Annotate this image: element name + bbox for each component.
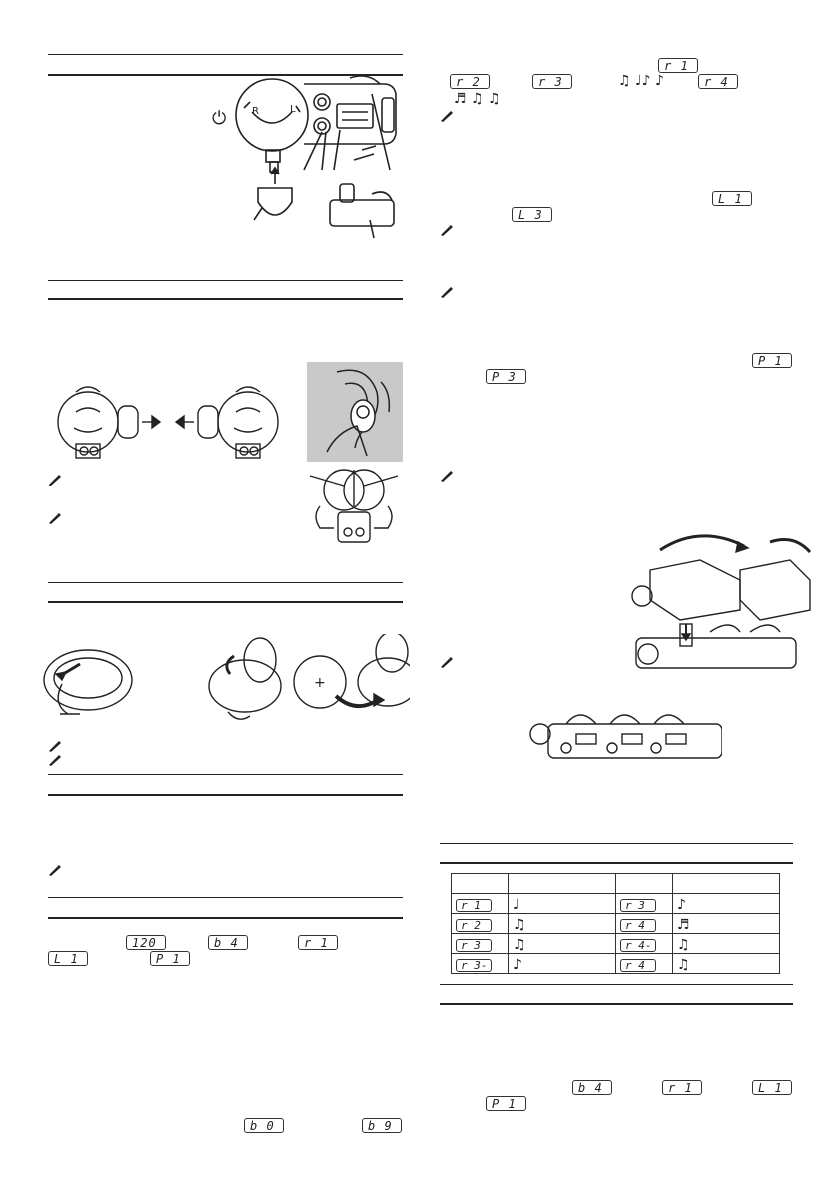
section-rule-5 xyxy=(48,897,403,898)
lcd-beat-0: b 0 xyxy=(244,1118,284,1133)
lcd-level-3-right: L 3 xyxy=(512,207,552,222)
rhythm-code: r 4_ xyxy=(620,959,656,972)
section-rule-top xyxy=(48,54,403,55)
rhythm-note-symbols: ♫ ♩♪ ♪ xyxy=(618,73,664,89)
lcd-level-1-bottom: L 1 xyxy=(752,1080,792,1095)
note-icon-1 xyxy=(48,474,62,486)
note-icon-10 xyxy=(440,656,454,668)
section-rule-4 xyxy=(48,774,403,775)
lcd-beat-9: b 9 xyxy=(362,1118,402,1133)
lcd-pitch-1-bottom: P 1 xyxy=(486,1096,526,1111)
battery-cover-figure xyxy=(40,634,410,730)
rhythm-code: r 1 xyxy=(456,899,492,912)
section-rule-2b xyxy=(48,298,403,300)
table-header-row xyxy=(452,874,780,894)
note-icon-2 xyxy=(48,512,62,524)
section-rule-7 xyxy=(440,984,793,985)
lcd-r2-top: r 2 xyxy=(450,74,490,89)
rhythm-symbol: ♬ xyxy=(677,917,690,933)
section-rule-7b xyxy=(440,1003,793,1005)
rhythm-symbol: ♩ xyxy=(513,897,520,913)
section-rule-2 xyxy=(48,280,403,281)
lcd-level-1-right: L 1 xyxy=(712,191,752,206)
section-rule-3b xyxy=(48,601,403,603)
lcd-pitch-1-right: P 1 xyxy=(752,353,792,368)
lcd-tempo: 120 xyxy=(126,935,166,950)
table-row xyxy=(452,894,780,914)
device-parts-figure xyxy=(222,70,412,240)
rhythm-code: r 4- xyxy=(620,939,656,952)
lcd-pitch-1: P 1 xyxy=(150,951,190,966)
rhythm-table xyxy=(451,873,780,974)
note-icon-7 xyxy=(440,224,454,236)
lcd-r4-top: r 4 xyxy=(698,74,738,89)
lcd-r1-top: r 1 xyxy=(658,58,698,73)
lcd-beat-4: b 4 xyxy=(208,935,248,950)
rhythm-code: r 4 xyxy=(620,919,656,932)
ear-tip-angle-figure xyxy=(300,466,408,546)
lcd-beat-4-bottom: b 4 xyxy=(572,1080,612,1095)
note-icon-3 xyxy=(48,740,62,752)
note-icon-9 xyxy=(440,470,454,482)
rhythm-symbol: ♪ xyxy=(513,957,522,973)
power-icon: ⏻ xyxy=(212,108,227,129)
svg-text:+: + xyxy=(314,675,326,691)
note-icon-5 xyxy=(48,864,62,876)
svg-text:L: L xyxy=(290,104,296,115)
link-units-figure xyxy=(620,520,816,690)
lcd-rhythm-1: r 1 xyxy=(298,935,338,950)
chained-units-figure xyxy=(526,704,722,770)
lcd-rhythm-1-bottom: r 1 xyxy=(662,1080,702,1095)
table-row xyxy=(452,934,780,954)
rhythm-symbol: ♫ xyxy=(513,937,526,953)
rhythm-note-symbols-2: ♬ ♫ ♫ xyxy=(454,91,501,107)
rhythm-symbol: ♪ xyxy=(677,897,686,913)
section-rule-4b xyxy=(48,794,403,796)
ear-tip-attach-figure xyxy=(48,382,288,462)
section-rule-5b xyxy=(48,917,403,919)
rhythm-code: r 3 xyxy=(456,939,492,952)
note-icon-6 xyxy=(440,110,454,122)
lcd-pitch-3-right: P 3 xyxy=(486,369,526,384)
table-row xyxy=(452,954,780,974)
rhythm-symbol: ♫ xyxy=(513,917,526,933)
note-icon-8 xyxy=(440,286,454,298)
ear-wearing-figure xyxy=(307,362,403,462)
rhythm-symbol: ♫ xyxy=(677,937,690,953)
note-icon-4 xyxy=(48,754,62,766)
rhythm-code: r 2 xyxy=(456,919,492,932)
rhythm-code: r 3_ xyxy=(620,899,656,912)
section-rule-6 xyxy=(440,843,793,844)
lcd-level-1: L 1 xyxy=(48,951,88,966)
svg-text:R: R xyxy=(252,106,259,117)
table-row xyxy=(452,914,780,934)
rhythm-symbol: ♫ xyxy=(677,957,690,973)
section-rule-6b xyxy=(440,862,793,864)
lcd-r3-top: r 3 xyxy=(532,74,572,89)
rhythm-code: r 3- xyxy=(456,959,492,972)
section-rule-3 xyxy=(48,582,403,583)
